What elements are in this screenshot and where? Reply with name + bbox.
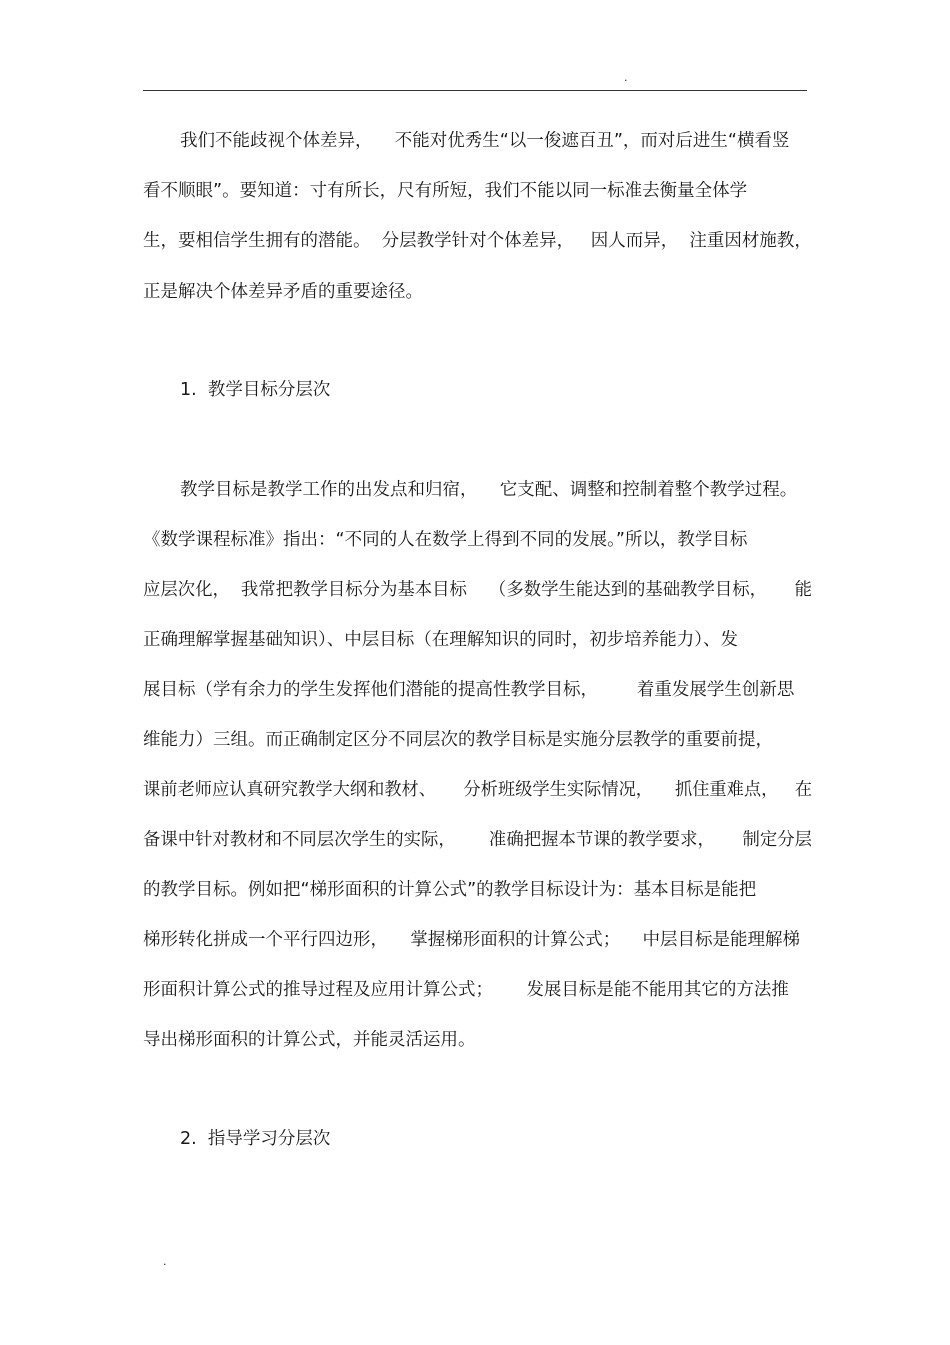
paragraph-line: 我们不能歧视个体差异， 不能对优秀生“以一俊遮百丑”，而对后进生“横看竖: [180, 131, 790, 151]
paragraph-line: 教学目标是教学工作的出发点和归宿， 它支配、调整和控制着整个教学过程。: [180, 480, 798, 500]
paragraph-line: 应层次化， 我常把教学目标分为基本目标 （多数学生能达到的基础教学目标， 能: [143, 580, 812, 600]
section-heading-1: 1. 教学目标分层次: [180, 380, 331, 400]
paragraph-line: 展目标（学有余力的学生发挥他们潜能的提高性教学目标， 着重发展学生创新思: [143, 680, 795, 700]
footer-mark: .: [163, 1255, 167, 1268]
paragraph-line: 梯形转化拼成一个平行四边形， 掌握梯形面积的计算公式； 中层目标是能理解梯: [143, 930, 800, 950]
paragraph-line: 生，要相信学生拥有的潜能。 分层教学针对个体差异， 因人而异， 注重因材施教，: [143, 231, 812, 251]
paragraph-line: 正是解决个体差异矛盾的重要途径。: [143, 282, 423, 302]
paragraph-line: 形面积计算公式的推导过程及应用计算公式； 发展目标是能不能用其它的方法推: [143, 980, 789, 1000]
paragraph-line: 维能力）三组。而正确制定区分不同层次的教学目标是实施分层教学的重要前提，: [143, 730, 773, 750]
paragraph-line: 导出梯形面积的计算公式，并能灵活运用。: [143, 1030, 476, 1050]
header-mark: .: [624, 71, 628, 84]
paragraph-line: 正确理解掌握基础知识）、中层目标（在理解知识的同时，初步培养能力）、发: [143, 630, 738, 650]
paragraph-line: 的教学目标。例如把“梯形面积的计算公式”的教学目标设计为：基本目标是能把: [143, 880, 757, 900]
paragraph-line: 看不顺眼”。要知道：寸有所长，尺有所短，我们不能以同一标准去衡量全体学: [143, 181, 748, 201]
section-heading-2: 2. 指导学习分层次: [180, 1129, 331, 1149]
paragraph-line: 备课中针对教材和不同层次学生的实际， 准确把握本节课的教学要求， 制定分层: [143, 830, 812, 850]
paragraph-line: 《数学课程标准》指出：“不同的人在数学上得到不同的发展。”所以，教学目标: [143, 530, 748, 550]
header-rule: [143, 90, 807, 91]
paragraph-line: 课前老师应认真研究教学大纲和教材、 分析班级学生实际情况， 抓住重难点， 在: [143, 780, 813, 800]
